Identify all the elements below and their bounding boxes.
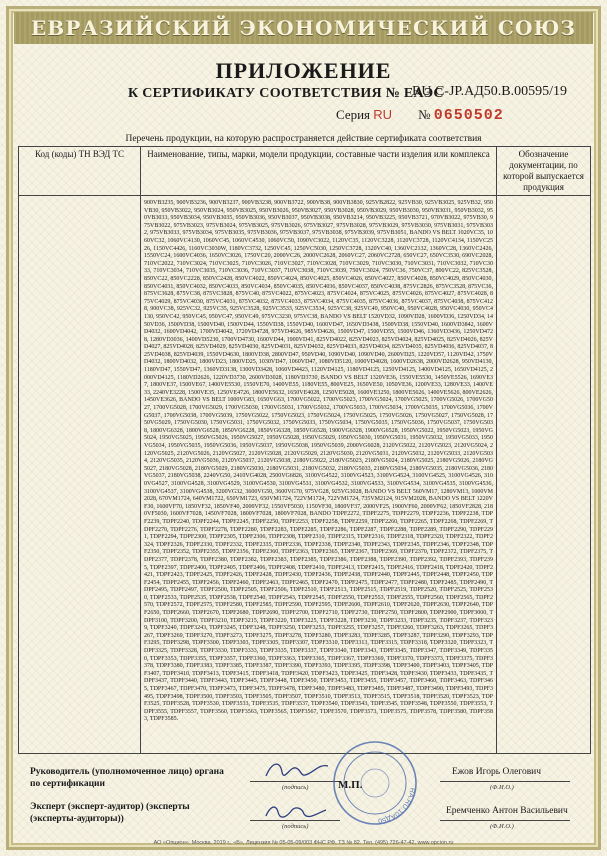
- series-line: [336, 107, 504, 124]
- union-banner: [14, 12, 593, 44]
- header-code: Код (коды) ТН ВЭД ТС: [19, 147, 141, 196]
- header-name: Наименование, типы, марки, модели продукции, составные части изделия или комплекса: [141, 147, 497, 196]
- docs-cell: [497, 196, 591, 754]
- expert-signature-hint: (подпись): [282, 823, 309, 830]
- head-label: Руководитель (уполномоченное лицо) органа по сертификации: [30, 767, 224, 789]
- certificate-number: RU С-JP.АД50.В.00595/19: [412, 84, 568, 99]
- series-code: RU: [373, 107, 393, 122]
- head-signature-line: [250, 781, 340, 782]
- printer-footer: АО «Опцион», Москва, 2019 г., «Б», Лицензия № 05-05-09/003 ФНС РФ, ТЗ № 82. Тел. (495) 726-47-42, www.opcion.ru: [153, 840, 454, 846]
- expert-label: Эксперт (эксперт-аудитор) (эксперты (эксперты-аудиторы)): [30, 802, 190, 824]
- banner-title: ЕВРАЗИЙСКИЙ ЭКОНОМИЧЕСКИЙ СОЮЗ: [30, 16, 577, 40]
- intro-text: Перечень продукции, на которую распространяется действие сертификата соответствия: [125, 134, 482, 144]
- expert-name-line: [440, 820, 570, 821]
- blank-number: 0650502: [433, 107, 504, 124]
- certificate-subtitle: К СЕРТИФИКАТУ СООТВЕТСТВИЯ № ЕАЭС: [128, 86, 444, 101]
- products-table: [18, 146, 591, 754]
- stamp-place-label: М.П.: [338, 779, 363, 791]
- series-label: Серия: [336, 107, 371, 122]
- head-name-hint: (Ф.И.О.): [490, 784, 514, 791]
- head-name: Ежов Игорь Олегович: [452, 767, 542, 777]
- table-row: [19, 196, 591, 754]
- certification-body-stamp: [330, 738, 420, 828]
- expert-name: Еремченко Антон Васильевич: [446, 806, 568, 816]
- header-docs: Обозначение документации, по которой выпускается продукция: [497, 147, 591, 196]
- expert-signature-line: [250, 820, 340, 821]
- code-cell: [19, 196, 141, 754]
- appendix-title: ПРИЛОЖЕНИЕ: [215, 58, 392, 83]
- models-cell: 900VB3235, 900VB3236, 900VB3237, 900VB3238, 900VB3722, 900VB38, 900VB3830, 925VB2822, 925VB30, 925VB3025, 925VB32, 950VB30, 950VB3022, 950VB3024, 950VB3025, 950VB3026, 950VB3027, 950VB3028, 950VB3029, 950VB3030, 950VB3031, 950VB3032, 950VB3033, 950VB3034, 950VB3035, 950VB3036, 950VB3037, 950VB3038, 950VB3214, 950VB3225, 950VB3721, 970VB3022, 975VB30, 975VB3022, 975VB3023, 975VB3024, 975VB3025, 975VB3026, 975VB3027, 975VB3028, 975VB3029, 975VB3030, 975VB3031, 975VB3032, 975VB3033, 975VB3034, 975VB3035, 975VB3036, 975VB3037, 975VB3038, 975VB3039, 975VB3051, BANDO VS BELT 1020VC35, 1060VC32, 1060VC4130, 1060VC45, 1060VC4530, 1060VC50, 1090VC3022, 1120VC35, 1120VC3228, 1120VC3728, 1120VC4134, 1150VC2526, 1150VC4426, 1160VC3030W, 1180VC3732, 1250VC45, 1250VC5030, 1250VC3728, 1320VC40, 1360VC2132, 1360VC28, 1360VC2426, 1550VC24, 1600VC4036, 1650VC3026, 1750VC20, 2000VC26, 2000VC2628, 2060VC27, 2060VC2728, 650VC27, 650VC3530, 690VC2028, 710VC2022, 710VC3024, 710VC3025, 710VC3026, 710VC3027, 710VC3028, 710VC3029, 710VC3030, 710VC3031, 710VC3032, 710VC3033, 710VC3034, 710VC3035, 710VC3036, 710VC3037, 710VC3038, 710VC3039, 750VC3024, 750VC36, 750VC37, 800VC22, 825VC3528, 850VC22, 850VC2228, 850VC2428, 850VC4022, 850VC4024, 850VC4025, 850VC4026, 850VC4027, 850VC4028, 850VC4029, 850VC4030, 850VC4031, 850VC4032, 850VC4033, 850VC4034, 850VC4035, 850VC4036, 850VC4037, 850VC4038, 875VC2826, 875VC3528, 875VC36, 875VC3628, 875VC38, 875VC3828, 875VC40, 875VC4022, 875VC4023, 875VC4024, 875VC4025, 875VC4026, 875VC4027, 875VC4028, 875VC4029, 875VC4030, 875VC4031, 875VC4032, 875VC4033, 875VC4034, 875VC4035, 875VC4036, 875VC4037, 875VC4038, 875VC4128, 900VC38, 925VC32, 925VC35, 925VC3528, 925VC3533, 925VC3534, 925VC38, 925VC40, 950VC40, 950VC4028, 950VC4030, 950VC4130, 950VC42, 950VC45, 950VC47, 950VC49, 975VC3230, 975VC38, BANDO VS BELT 1520VD32, 1090VD28, 1600VD36, 1250VD34, 1450VD36, 1500VD38, 1500VD40, 1500VD44, 1550VD38, 1550VD40, 1600VD47, 1650VD3438, 1500VD38, 1550VD40, 1600VD3842, 1600VD4032, 1600VD4042, 1700VD4042, 1720VD4728, 975VD4626, 985VD4626, 1500VD47, 1500VD55, 1500VD46, 1360VD3436, 1250VD4728, 1280VD3036, 1400VD5230, 1700VD4730, 1600VD44, 1900VD41, 825VD4022, 825VD4023, 825VD4024, 825VD4025, 825VD4026, 825VD4027, 825VD4028, 825VD4029, 825VD4030, 825VD4031, 825VD4032, 825VD4033, 825VD4034, 825VD4035, 825VD4036, 825VD4037, 825VD4038, 825VD4039, 1550VD4630, 1800VD38, 2800VD47, 950VD40, 1090VD40, 1090VD40, 2600VD25, 1220VD57, 1120VD42, 1750VD4032, 1800VD4032, 1800VD23, 1800VD25, 1030VD47, 1060VD47, 1080VD5120, 1000VD4028, 1600VD2638, 2000VD2628, 950VD4130, 1180VD47, 1550VD47, 1360VD3138, 1300VD3428, 1060VD4423, 1120VD4125, 1180VD4125, 1250VD4125, 1400VD4125, 1650VD4125, 2000VD4125, 1180VD2626, 1220VD3730, 2600VD3028, 1180VD3730, BANDO VS BELT 1320VE36, 1550VE5530, 1450VE5526, 1690VE37, 1800VE37, 1500VE67, 1400VE5530, 1550VE70, 1400VE55, 1180VE55, 800VE25, 1650VE50, 1050VE36, 1200VE33, 1280VE33, 1400VE33, 2240VE3228, 1500VE35, 1250VE4726, 1800VE5632, 1650VE4028, 1250VE5028, 1600VE3250, 1800VE5626, 1400VE5626, 800VE2626, 1450VE3626, BANDO VS BELT 1000VG83, 1650VG63, 1700VG5022, 1700VG5023, 1700VG5024, 1700VG5025, 1700VG5026, 1700VG5027, 1700VG5028, 1700VG5029, 1700VG5030, 1700VG5031, 1700VG5032, 1700VG5033, 1700VG5034, 1700VG5035, 1700VG5036, 1700VG5037, 1700VG5038, 1700VG5039, 1750VG5022, 1750VG5023, 1750VG5024, 1750VG5025, 1750VG5026, 1750VG5027, 1750VG5028, 1750VG5029, 1750VG5030, 1750VG5031, 1750VG5032, 1750VG5033, 1750VG5034, 1750VG5035, 1750VG5036, 1750VG5037, 1750VG5038, 1800VG6328, 1800VG6528, 1850VG6228, 1850VG6328, 1850VG6528, 1900VG6328, 1900VG6528, 1950VG5022, 1950VG5023, 1950VG5024, 1950VG5025, 1950VG5026, 1950VG5027, 1950VG5028, 1950VG5029, 1950VG5030, 1950VG5031, 1950VG5032, 1950VG5033, 1950VG5034, 1950VG5035, 1950VG5036, 1950VG5037, 1950VG5038, 1950VG5039, 2000VG6028, 2120VG5022, 2120VG5023, 2120VG5024, 2120VG5025, 2120VG5026, 2120VG5027, 2120VG5028, 2120VG5029, 2120VG5030, 2120VG5031, 2120VG5032, 2120VG5033, 2120VG5034, 2120VG5035, 2120VG5036, 2120VG5037, 2120VG5038, 2180VG5022, 2180VG5023, 2180VG5024, 2180VG5025, 2180VG5026, 2180VG5027, 2180VG5028, 2180VG5029, 2180VG5030, 2180VG5031, 2180VG5032, 2180VG5033, 2180VG5034, 2180VG5035, 2180VG5036, 2180VG5037, 2180VG5038, 2240VG50, 2410VG4028, 2500VG6826, 3100VG4522, 3100VG4523, 3100VG4524, 3100VG4525, 3100VG4526, 3100VG4527, 3100VG4528, 3100VG4529, 3100VG4530, 3100VG4531, 3100VG4532, 3100VG4533, 3100VG4534, 3100VG4535, 3100VG4536, 3100VG4537, 3100VG4538, 3200VG32, 3600VG50, 3600VG70, 975VG28, 925VG3028, BANDO VS BELT 560VM17, 1280VM13, 1000VM2028, 670VM1724, 640VM1722, 650VM1723, 650VM1724, 722VM1724, 722VM1724, 735VM2124, 915VM2028, BANDO VS BELT 1220VF30, 1600VF70, 1850VF32, 1850VF40, 2000VF32, 1550VF5030, 1150VF30, 1800VF37, 2000VF25, 1900VF60, 2000VF62, 1850VF2828, 2180VF5030, 1600VF7028, 1450VF7028, 1800VF7028, 1800VF7028, BANDO TDPF2272, TDPF2275, TDPF2279, TDPF2236, TDPF2238, TDPF2239, TDPF2240, TDPF2244, TDPF2245, TDPF2250, TDPF2253, TDPF2258, TDPF2259, TDPF2260, TDPF2265, TDPF2268, TDPF2269, TDPF2270, TDPF2276, TDPF2278, TDPF2280, TDPF2283, TDPF2285, TDPF2286, TDPF2287, TDPF2288, TDPF2289, TDPF2290, TDPF2291, TDPF2294, TDPF2300, TDPF2305, TDPF2306, TDPF2308, TDPF2310, TDPF2315, TDPF2316, TDPF2318, TDPF2320, TDPF2322, TDPF2324, TDPF2326, TDPF2330, TDPF2332, TDPF2335, TDPF2336, TDPF2338, TDPF2340, TDPF2343, TDPF2345, TDPF2346, TDPF2348, TDPF2350, TDPF2352, TDPF2355, TDPF2356, TDPF2360, TDPF2363, TDPF2365, TDPF2367, TDPF2369, TDPF2370, TDPF2372, TDPF2375, TDPF2377, TDPF2378, TDPF2380, TDPF2382, TDPF2383, TDPF2385, TDPF2386, TDPF2388, TDPF2390, TDPF2392, TDPF2393, TDPF2395, TDPF2397, TDPF2400, TDPF2405, TDPF2406, TDPF2408, TDPF2410, TDPF2413, TDPF2415, TDPF2416, TDPF2418, TDPF2420, TDPF2421, TDPF2423, TDPF2425, TDPF2426, TDPF2428, TDPF2430, TDPF2436, TDPF2438, TDPF2440, TDPF2445, TDPF2448, TDPF2450, TDPF2454, TDPF2455, TDPF2456, TDPF2460, TDPF2463, TDPF2465, TDPF2470, TDPF2475, TDPF2477, TDPF2480, TDPF2485, TDPF2490, TDPF2495, TDPF2497, TDPF2500, TDPF2505, TDPF2506, TDPF2510, TDPF2513, TDPF2515, TDPF2519, TDPF2520, TDPF2525, TDPF2530, TDPF2533, TDPF2535, TDPF2538, TDPF2540, TDPF2543, TDPF2545, TDPF2550, TDPF2553, TDPF2555, TDPF2560, TDPF2565, TDPF2570, TDPF2572, TDPF2575, TDPF2580, TDPF2585, TDPF2590, TDPF2595, TDPF2600, TDPF2610, TDPF2620, TDPF2630, TDPF2640, TDPF2650, TDPF2660, TDPF2670, TDPF2680, TDPF2690, TDPF2700, TDPF2710, TDPF2730, TDPF2750, TDPF2800, TDPF2900, TDPF3000, TDPF3100, TDPF3200, TDPF3210, TDPF3215, TDPF3220, TDPF3225, TDPF3228, TDPF3230, TDPF3233, TDPF3235, TDPF3237, TDPF3239, TDPF3240, TDPF3243, TDPF3245, TDPF3248, TDPF3250, TDPF3253, TDPF3255, TDPF3257, TDPF3260, TDPF3263, TDPF3265, TDPF3267, TDPF3269, TDPF3270, TDPF3273, TDPF3275, TDPF3278, TDPF3280, TDPF3283, TDPF3285, TDPF3287, TDPF3290, TDPF3293, TDPF3295, TDPF3298, TDPF3300, TDPF3303, TDPF3305, TDPF3307, TDPF3310, TDPF3313, TDPF3315, TDPF3318, TDPF3320, TDPF3323, TDPF3325, TDPF3328, TDPF3330, TDPF3333, TDPF3335, TDPF3337, TDPF3340, TDPF3343, TDPF3345, TDPF3347, TDPF3349, TDPF3350, TDPF3353, TDPF3355, TDPF3357, TDPF3360, TDPF3363, TDPF3365, TDPF3367, TDPF3369, TDPF3370, TDPF3373, TDPF3375, TDPF3378, TDPF3380, TDPF3383, TDPF3385, TDPF3387, TDPF3390, TDPF3393, TDPF3395, TDPF3398, TDPF3400, TDPF3403, TDPF3405, TDPF3407, TDPF3410, TDPF3413, TDPF3415, TDPF3418, TDPF3420, TDPF3423, TDPF3425, TDPF3428, TDPF3430, TDPF3433, TDPF3435, TDPF3437, TDPF3440, TDPF3443, TDPF3445, TDPF3448, TDPF3450, TDPF3453, TDPF3455, TDPF3457, TDPF3460, TDPF3463, TDPF3465, TDPF3467, TDPF3470, TDPF3473, TDPF3475, TDPF3478, TDPF3480, TDPF3483, TDPF3485, TDPF3487, TDPF3490, TDPF3493, TDPF3495, TDPF3498, TDPF3500, TDPF3503, TDPF3505, TDPF3507, TDPF3510, TDPF3513, TDPF3515, TDPF3518, TDPF3520, TDPF3523, TDPF3525, TDPF3528, TDPF3530, TDPF3533, TDPF3535, TDPF3537, TDPF3540, TDPF3543, TDPF3545, TDPF3548, TDPF3550, TDPF3553, TDPF3555, TDPF3557, TDPF3560, TDPF3563, TDPF3565, TDPF3567, TDPF3570, TDPF3573, TDPF3575, TDPF3578, TDPF3580, TDPF3583, TDPF3585.: [141, 196, 497, 754]
- expert-name-hint: (Ф.И.О.): [490, 823, 514, 830]
- stamp-ring-text: RA.RU.10АД50: [377, 787, 416, 824]
- table-header-row: [19, 147, 591, 196]
- head-signature-hint: (подпись): [282, 784, 309, 791]
- head-name-line: [440, 781, 570, 782]
- number-label: №: [418, 107, 431, 122]
